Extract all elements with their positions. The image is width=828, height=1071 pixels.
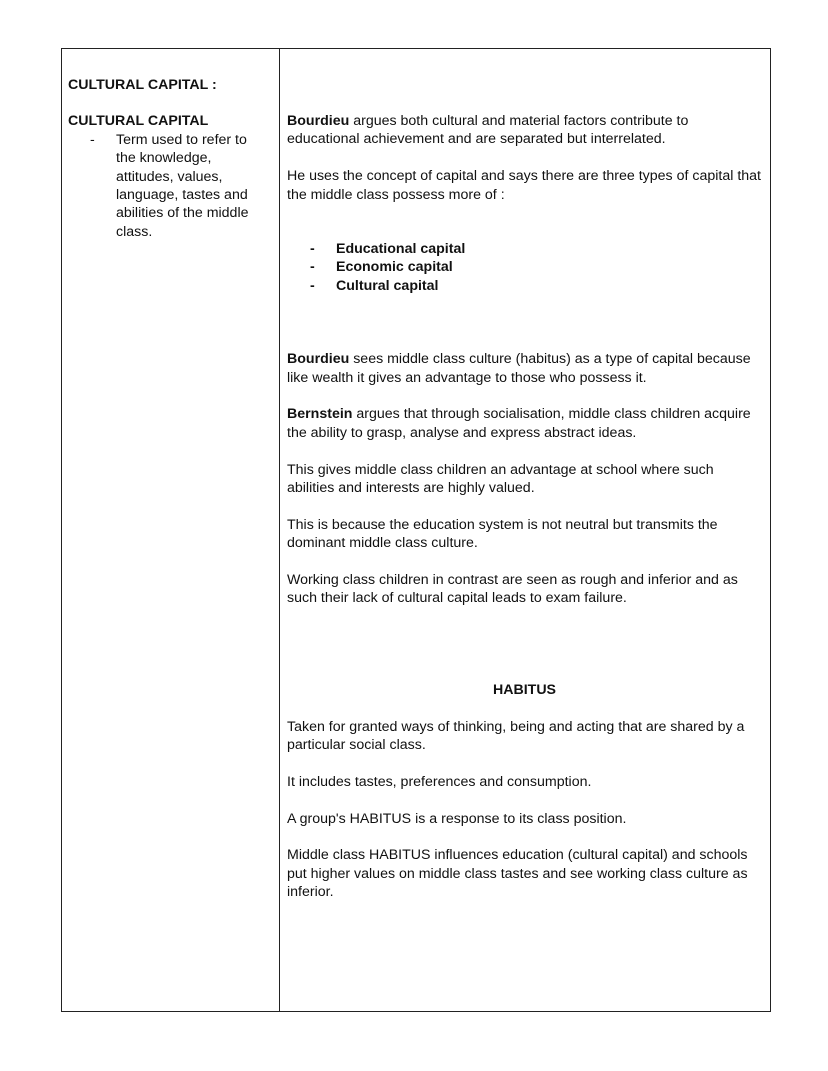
capital-type-label: Educational capital <box>336 241 466 258</box>
explanation-paragraph <box>287 405 762 442</box>
habitus-heading: HABITUS <box>492 681 557 698</box>
capital-type-label: Economic capital <box>336 259 453 276</box>
habitus-paragraph: It includes tastes, preferences and consumption. <box>287 773 592 790</box>
dash-bullet-icon: - <box>90 131 95 148</box>
right-column <box>280 49 770 1011</box>
capital-type-label: Cultural capital <box>336 277 439 294</box>
dash-bullet-icon: - <box>310 241 315 258</box>
habitus-paragraph: A group's HABITUS is a response to its class position. <box>287 810 627 827</box>
habitus-paragraph: Middle class HABITUS influences education (cultural capital) and schools put higher values on middle class tastes and see working class culture as inferior. <box>287 847 748 901</box>
section-heading: CULTURAL CAPITAL : <box>68 77 217 93</box>
term-heading: CULTURAL CAPITAL <box>68 113 209 130</box>
explanations-section <box>287 350 762 608</box>
left-column <box>62 49 280 1011</box>
definition-text: Term used to refer to the knowledge, attitudes, values, language, tastes and abilities of the middle class. <box>116 131 249 240</box>
explanation-paragraph <box>287 350 762 387</box>
intro-paragraph-1 <box>287 112 762 149</box>
explanation-paragraph: Working class children in contrast are seen as rough and inferior and as such their lack of cultural capital leads to exam failure. <box>287 572 738 607</box>
intro-paragraph-2: He uses the concept of capital and says there are three types of capital that the middle class possess more of : <box>287 168 761 203</box>
notes-table <box>61 48 771 1012</box>
dash-bullet-icon: - <box>310 259 315 276</box>
dash-bullet-icon: - <box>310 277 315 294</box>
capital-type-item <box>287 277 762 295</box>
definition-item <box>68 131 273 241</box>
definition-list <box>68 131 273 241</box>
capital-type-item <box>287 240 762 258</box>
habitus-paragraph: Taken for granted ways of thinking, being and acting that are shared by a particular social class. <box>287 718 745 754</box>
explanation-paragraph: This is because the education system is not neutral but transmits the dominant middle class culture. <box>287 516 718 552</box>
capital-types-list <box>287 240 762 295</box>
habitus-section <box>287 681 762 902</box>
author-name: Bourdieu <box>287 113 350 129</box>
author-name: Bernstein <box>287 406 353 423</box>
paragraph-text: argues both cultural and material factors contribute to educational achievement and are separated but interrelated. <box>287 113 689 148</box>
capital-type-item <box>287 258 762 276</box>
paragraph-text: sees middle class culture (habitus) as a type of capital because like wealth it gives an advantage to those who possess it. <box>287 351 751 386</box>
explanation-paragraph: This gives middle class children an advantage at school where such abilities and interests are highly valued. <box>287 461 714 497</box>
author-name: Bourdieu <box>287 351 350 368</box>
paragraph-text: argues that through socialisation, middle class children acquire the ability to grasp, analyse and express abstract ideas. <box>287 406 751 441</box>
